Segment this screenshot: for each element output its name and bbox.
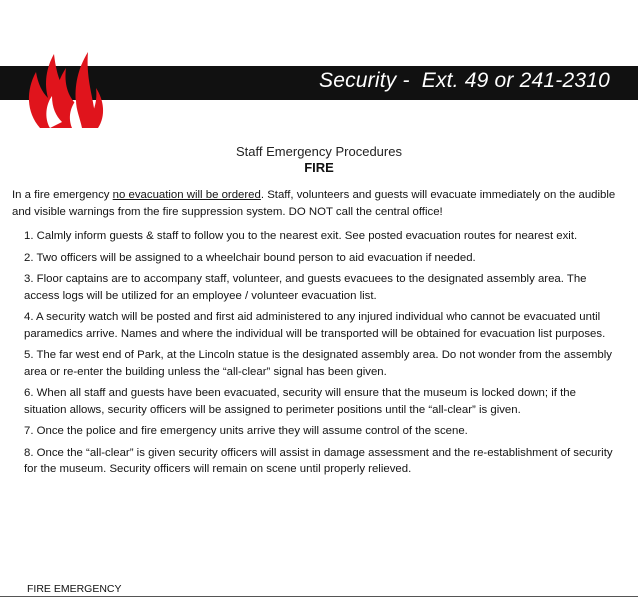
intro-underlined: no evacuation will be ordered — [112, 189, 261, 201]
intro-before: In a fire emergency — [12, 189, 113, 201]
procedure-body — [12, 187, 618, 483]
intro-after: . Staff, volunteers and guests will evacuate immediately on the audible and visible warnings from the fire suppression system. DO NOT call the central office! — [12, 189, 616, 218]
footer-divider — [0, 596, 638, 597]
step-item: 4. A security watch will be posted and first aid administered to any injured individual who cannot be evacuated until paramedics arrive. Names and where the individual will be transported will be obtained for evacuation list purposes. — [24, 311, 606, 340]
footer-label: FIRE EMERGENCY — [27, 583, 122, 595]
procedure-steps — [12, 228, 618, 478]
step-item: 5. The far west end of Park, at the Lincoln statue is the designated assembly area. Do not wonder from the assembly area or re-enter the building unless the “all-clear” signal has been given. — [24, 349, 612, 378]
step-item: 6. When all staff and guests have been evacuated, security will ensure that the museum is locked down; if the situation allows, security officers will be assigned to perimeter positions until the “all-clear” is given. — [24, 387, 576, 416]
header-title: Security - Ext. 49 or 241-2310 — [318, 69, 610, 92]
step-item: 1. Calmly inform guests & staff to follow you to the nearest exit. See posted evacuation routes for nearest exit. — [24, 230, 578, 242]
document-subtitle: FIRE — [304, 160, 334, 175]
intro-paragraph — [12, 187, 618, 220]
document-heading — [0, 144, 638, 175]
step-item: 2. Two officers will be assigned to a wheelchair bound person to aid evacuation if needed. — [24, 251, 476, 264]
step-item: 7. Once the police and fire emergency units arrive they will assume control of the scene. — [24, 425, 468, 437]
flame-icon — [20, 38, 106, 134]
step-item: 3. Floor captains are to accompany staff, volunteer, and guests evacuees to the designated assembly area. The access logs will be utilized for an employee / volunteer evacuation list. — [24, 273, 587, 302]
document-title: Staff Emergency Procedures — [236, 144, 402, 159]
step-item: 8. Once the “all-clear” is given security officers will assist in damage assessment and the re-establishment of security for the museum. Security officers will remain on scene until properly relieved. — [24, 446, 613, 475]
